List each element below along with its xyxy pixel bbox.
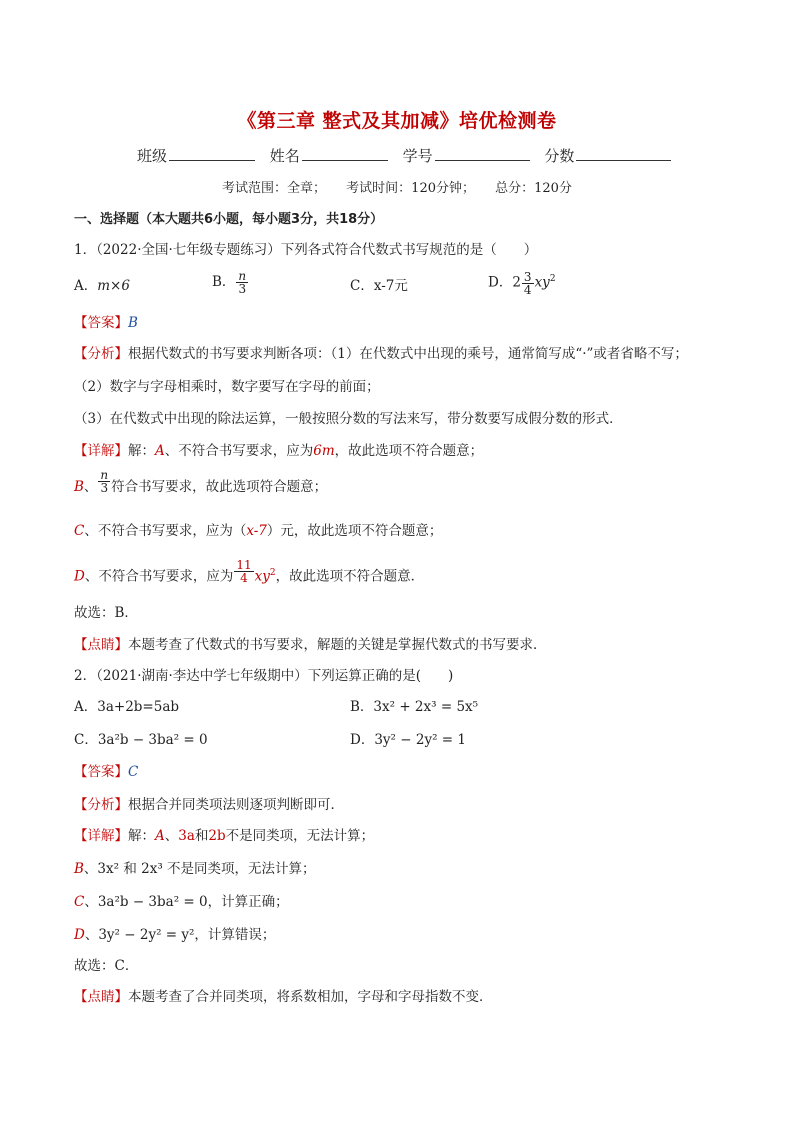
q1-detail-3	[74, 522, 442, 540]
q2-option-d	[350, 731, 466, 749]
q1-option-a-text: m×6	[97, 278, 130, 294]
q1-option-d-den: 4	[523, 282, 532, 297]
class-field	[137, 145, 255, 166]
q1-option-d-fraction	[522, 271, 534, 296]
q2-stem: 2．（2021·湖南·李达中学七年级期中）下列运算正确的是( )	[74, 668, 454, 684]
q1-detail-1a: 解：	[128, 443, 155, 459]
q2-detail-1f: 2b	[208, 828, 226, 844]
q1-comment-tag: 【点睛】	[74, 637, 128, 653]
q2-detail-3b: 、3a²b − 3ba² = 0，计算正确；	[84, 894, 289, 910]
q2-comment	[74, 988, 493, 1006]
q1-detail-2-num: n	[100, 468, 109, 482]
q2-detail-1c: 、	[164, 828, 179, 844]
exam-scope: 考试范围：全章；	[222, 181, 327, 196]
q1-analysis	[74, 345, 688, 363]
score-label: 分数	[544, 147, 575, 165]
q2-detail-1e: 和	[194, 828, 209, 844]
q1-detail-4c: ，故此选项不符合题意．	[275, 568, 425, 585]
q2-option-b-label: B．	[350, 699, 374, 715]
q1-analysis-tag: 【分析】	[74, 346, 128, 362]
exam-time: 考试时间：120分钟；	[346, 181, 475, 196]
q1-option-b-num: n	[238, 269, 247, 283]
exam-total: 总分：120分	[495, 181, 572, 196]
q1-option-c-label: C．	[350, 278, 374, 294]
id-field	[403, 145, 530, 166]
q1-option-d	[488, 270, 556, 296]
q1-detail-1d: 6m	[313, 443, 335, 459]
q2-detail-2a: B	[74, 861, 84, 877]
student-info-fields	[137, 145, 681, 166]
q2-option-a: A．3a+2b=5ab	[74, 699, 180, 715]
score-blank	[576, 146, 671, 161]
q2-analysis	[74, 796, 344, 814]
q1-detail-3d: ）元，故此选项不符合题意；	[266, 523, 443, 539]
q2-answer-tag: 【答案】	[74, 764, 128, 780]
q1-detail-1b: A	[155, 443, 165, 459]
q1-detail-2-den: 3	[100, 481, 109, 495]
q1-option-a	[74, 277, 130, 295]
class-blank	[169, 146, 255, 161]
q1-answer-value: B	[128, 315, 138, 331]
q1-option-b	[212, 270, 249, 295]
q1-option-d-num: 3	[523, 269, 532, 284]
q2-detail-1	[74, 827, 374, 845]
q1-detail-4b: 、不符合书写要求，应为	[84, 568, 234, 585]
q1-detail-2	[74, 468, 328, 496]
q2-option-d-text: 3y² − 2y² = 1	[374, 732, 466, 748]
q1-answer	[74, 314, 138, 332]
q2-detail-1b: A	[155, 828, 165, 844]
q2-option-c-label: C．	[74, 732, 98, 748]
q2-detail-2	[74, 860, 316, 878]
q2-comment-tag: 【点睛】	[74, 989, 128, 1005]
q1-option-c-text: x-7元	[373, 278, 408, 294]
q2-detail-1g: 不是同类项，无法计算；	[225, 828, 375, 844]
q1-detail-3b: 、不符合书写要求，应为（	[84, 523, 247, 539]
q1-detail-4-fraction	[234, 559, 253, 584]
q1-comment	[74, 636, 547, 654]
q1-detail-4-exp: 2	[269, 568, 276, 578]
q1-option-d-var: xy	[534, 274, 550, 291]
name-field	[270, 145, 388, 166]
class-label: 班级	[137, 147, 168, 165]
q2-detail-1a: 解：	[128, 828, 155, 844]
q2-detail-1d: 3a	[178, 828, 195, 844]
q2-option-b-text: 3x² + 2x³ = 5x⁵	[373, 699, 479, 715]
q1-option-c	[350, 277, 408, 295]
q1-detail-2b: 、	[83, 479, 98, 495]
q1-detail-3a: C	[74, 523, 85, 539]
q1-conclusion: 故选：B．	[74, 605, 138, 621]
q2-detail-4	[74, 926, 275, 944]
q1-detail-1c: 、不符合书写要求，应为	[164, 443, 314, 459]
q1-analysis-2: （2）数字与字母相乘时，数字要写在字母的前面；	[74, 379, 380, 395]
q1-option-b-den: 3	[238, 282, 247, 296]
q1-option-b-fraction	[236, 270, 248, 295]
q1-detail-2-fraction	[98, 469, 110, 494]
q2-analysis-tag: 【分析】	[74, 797, 128, 813]
q1-option-b-label: B．	[212, 274, 236, 290]
q2-detail-4a: D	[74, 927, 85, 943]
q2-option-c-text: 3a²b − 3ba² = 0	[97, 732, 208, 748]
document-title: 《第三章 整式及其加减》培优检测卷	[237, 110, 557, 132]
q1-detail-4-den: 4	[240, 570, 248, 585]
q1-option-d-whole: 2	[512, 274, 521, 291]
q1-detail-1e: ，故此选项不符合题意；	[334, 443, 484, 459]
q1-detail-tag: 【详解】	[74, 443, 128, 459]
q1-comment-text: 本题考查了代数式的书写要求，解题的关键是掌握代数式的书写要求．	[128, 637, 547, 653]
q1-analysis-3: （3）在代数式中出现的除法运算，一般按照分数的写法来写，带分数要写成假分数的形式．	[74, 411, 623, 427]
q1-option-a-label: A．	[74, 278, 98, 294]
q2-option-d-label: D．	[350, 732, 375, 748]
q1-detail-4a: D	[74, 568, 85, 585]
q1-analysis-text-1: 根据代数式的书写要求判断各项：（1）在代数式中出现的乘号，通常简写成“·”或者省略不写；	[128, 346, 688, 362]
exam-info	[0, 177, 794, 196]
name-label: 姓名	[269, 147, 300, 165]
q2-option-b	[350, 698, 478, 716]
q1-option-d-label: D．	[488, 274, 513, 291]
q1-detail-4	[74, 557, 425, 586]
q1-stem: 1．（2022·全国·七年级专题练习）下列各式符合代数式书写规范的是（ ）	[74, 242, 538, 258]
q1-detail-4-num: 11	[236, 557, 252, 572]
q1-answer-tag: 【答案】	[74, 315, 128, 331]
score-field	[544, 145, 671, 166]
q2-detail-3	[74, 893, 289, 911]
section-heading: 一、选择题（本大题共6小题，每小题3分，共18分）	[74, 212, 384, 227]
q2-answer	[74, 763, 138, 781]
q1-option-d-exp: 2	[549, 274, 556, 284]
q2-detail-tag: 【详解】	[74, 828, 128, 844]
q1-detail-4-var: xy	[254, 568, 270, 585]
q2-analysis-text: 根据合并同类项法则逐项判断即可．	[128, 797, 344, 813]
q1-detail-2c: 符合书写要求，故此选项符合题意；	[111, 479, 328, 495]
q1-detail-1	[74, 442, 483, 460]
q2-detail-3a: C	[74, 894, 85, 910]
q1-detail-2a: B	[74, 479, 84, 495]
q1-detail-3c: x-7	[246, 523, 267, 539]
q2-option-c	[74, 731, 208, 749]
q2-detail-2b: 、3x² 和 2x³ 不是同类项，无法计算；	[83, 861, 316, 877]
q2-conclusion: 故选：C．	[74, 958, 139, 974]
name-blank	[302, 146, 388, 161]
q2-answer-value: C	[128, 764, 139, 780]
q2-detail-4b: 、3y² − 2y² = y²，计算错误；	[84, 927, 276, 943]
q2-comment-text: 本题考查了合并同类项，将系数相加，字母和字母指数不变．	[128, 989, 493, 1005]
id-blank	[435, 146, 530, 161]
id-label: 学号	[402, 147, 433, 165]
